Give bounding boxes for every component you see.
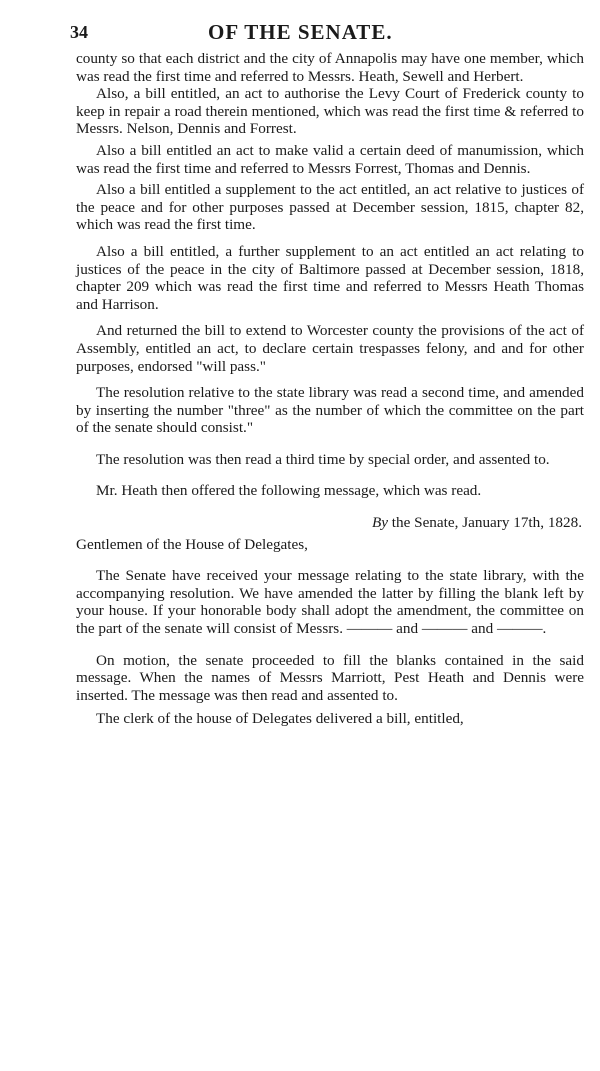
body-text	[76, 50, 584, 728]
page-header	[70, 20, 584, 50]
paragraph-10: The Senate have received your message relating to the state library, with the accompanying resolution. We have amended the latter by filling the blank left by your house. If your honorable body shall adopt the amendment, the committee on the part of the senate will consist of Messrs. ——— and ——— and ———.	[76, 567, 584, 638]
paragraph-9: Mr. Heath then offered the following message, which was read.	[96, 482, 482, 500]
paragraph-3: Also a bill entitled an act to make valid a certain deed of manumission, which was read the first time and referred to Messrs Forrest, Thomas and Dennis.	[76, 141, 584, 177]
message-dateline	[76, 514, 584, 532]
paragraph-8: The resolution was then read a third time by special order, and assented to.	[96, 450, 550, 468]
paragraph-7: The resolution relative to the state library was read a second time, and amended by inserting the number "three" as the number of which the committee on the part of the senate should consist."	[76, 384, 584, 437]
paragraph-6: And returned the bill to extend to Worcester county the provisions of the act of Assembly, entitled an act, to declare certain trespasses felony, and and for other purposes, endorsed "will pass."	[76, 322, 584, 375]
page-number: 34	[70, 22, 88, 42]
paragraph-4: Also a bill entitled a supplement to the act entitled, an act relative to justices of the peace and for other purposes passed at December session, 1815, chapter 82, which was read the first time.	[76, 181, 584, 234]
paragraph-12: The clerk of the house of Delegates delivered a bill, entitled,	[96, 710, 464, 728]
dateline-rest: the Senate, January 17th, 1828.	[391, 514, 582, 532]
paragraph-5: Also a bill entitled, a further supplement to an act entitled an act relating to justices of the peace in the city of Baltimore passed at December session, 1818, chapter 209 which was read the first time and referred to Messrs Heath Thomas and Harrison.	[76, 242, 584, 313]
dateline-by: By	[371, 514, 388, 532]
paragraph-2: Also, a bill entitled, an act to authorise the Levy Court of Frederick county to keep in repair a road therein mentioned, which was read the first time & referred to Messrs. Nelson, Dennis and Forrest.	[76, 85, 584, 138]
paragraph-11: On motion, the senate proceeded to fill the blanks contained in the said message. When the names of Messrs Marriott, Pest Heath and Dennis were inserted. The message was then read and assented to.	[76, 651, 584, 704]
document-page	[70, 20, 584, 728]
paragraph-1: county so that each district and the city of Annapolis may have one member, which was read the first time and referred to Messrs. Heath, Sewell and Herbert.	[76, 50, 584, 85]
running-head: OF THE SENATE.	[208, 20, 393, 44]
message-salutation: Gentlemen of the House of Delegates,	[76, 535, 308, 553]
